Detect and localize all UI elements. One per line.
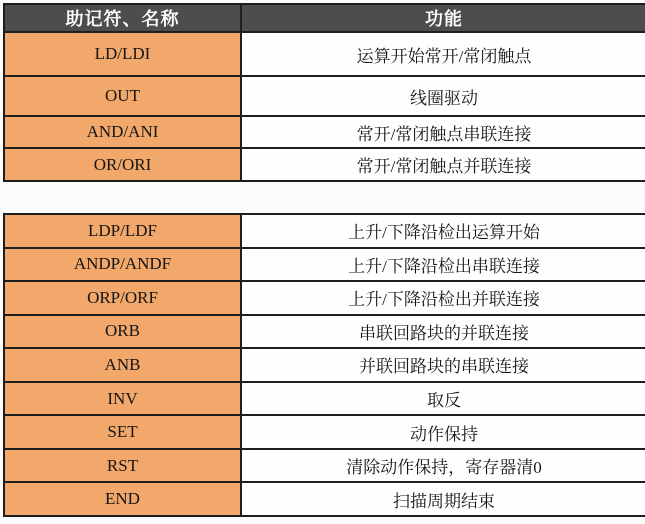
table-row xyxy=(4,382,645,416)
function-cell: 取反 xyxy=(241,382,645,416)
header-mnemonic: 助记符、名称 xyxy=(4,4,241,32)
function-cell: 扫描周期结束 xyxy=(241,482,645,516)
table-row xyxy=(4,32,645,76)
mnemonic-cell: OUT xyxy=(4,76,241,116)
mnemonic-cell: ORP/ORF xyxy=(4,281,241,315)
table-row xyxy=(4,248,645,282)
mnemonic-cell: RST xyxy=(4,449,241,483)
table-row xyxy=(4,76,645,116)
mnemonic-cell: END xyxy=(4,482,241,516)
function-cell: 上升/下降沿检出并联连接 xyxy=(241,281,645,315)
mnemonic-cell: ANDP/ANDF xyxy=(4,248,241,282)
table-row xyxy=(4,116,645,148)
function-cell: 清除动作保持，寄存器清0 xyxy=(241,449,645,483)
function-cell: 动作保持 xyxy=(241,415,645,449)
table-row xyxy=(4,214,645,248)
mnemonic-table-extended xyxy=(3,213,645,517)
table-row xyxy=(4,415,645,449)
table-row xyxy=(4,148,645,181)
mnemonic-cell: LD/LDI xyxy=(4,32,241,76)
function-cell: 常开/常闭触点串联连接 xyxy=(241,116,645,148)
table-row xyxy=(4,315,645,349)
table-row xyxy=(4,482,645,516)
mnemonic-cell: AND/ANI xyxy=(4,116,241,148)
table-row xyxy=(4,449,645,483)
function-cell: 线圈驱动 xyxy=(241,76,645,116)
function-cell: 上升/下降沿检出运算开始 xyxy=(241,214,645,248)
table-row xyxy=(4,281,645,315)
mnemonic-cell: ORB xyxy=(4,315,241,349)
mnemonic-cell: INV xyxy=(4,382,241,416)
header-function: 功能 xyxy=(241,4,645,32)
mnemonic-cell: LDP/LDF xyxy=(4,214,241,248)
mnemonic-cell: OR/ORI xyxy=(4,148,241,181)
function-cell: 运算开始常开/常闭触点 xyxy=(241,32,645,76)
function-cell: 串联回路块的并联连接 xyxy=(241,315,645,349)
function-cell: 上升/下降沿检出串联连接 xyxy=(241,248,645,282)
header-row xyxy=(4,4,645,32)
table-row xyxy=(4,348,645,382)
function-cell: 并联回路块的串联连接 xyxy=(241,348,645,382)
function-cell: 常开/常闭触点并联连接 xyxy=(241,148,645,181)
mnemonic-cell: ANB xyxy=(4,348,241,382)
mnemonic-cell: SET xyxy=(4,415,241,449)
mnemonic-table-basic xyxy=(3,3,645,182)
